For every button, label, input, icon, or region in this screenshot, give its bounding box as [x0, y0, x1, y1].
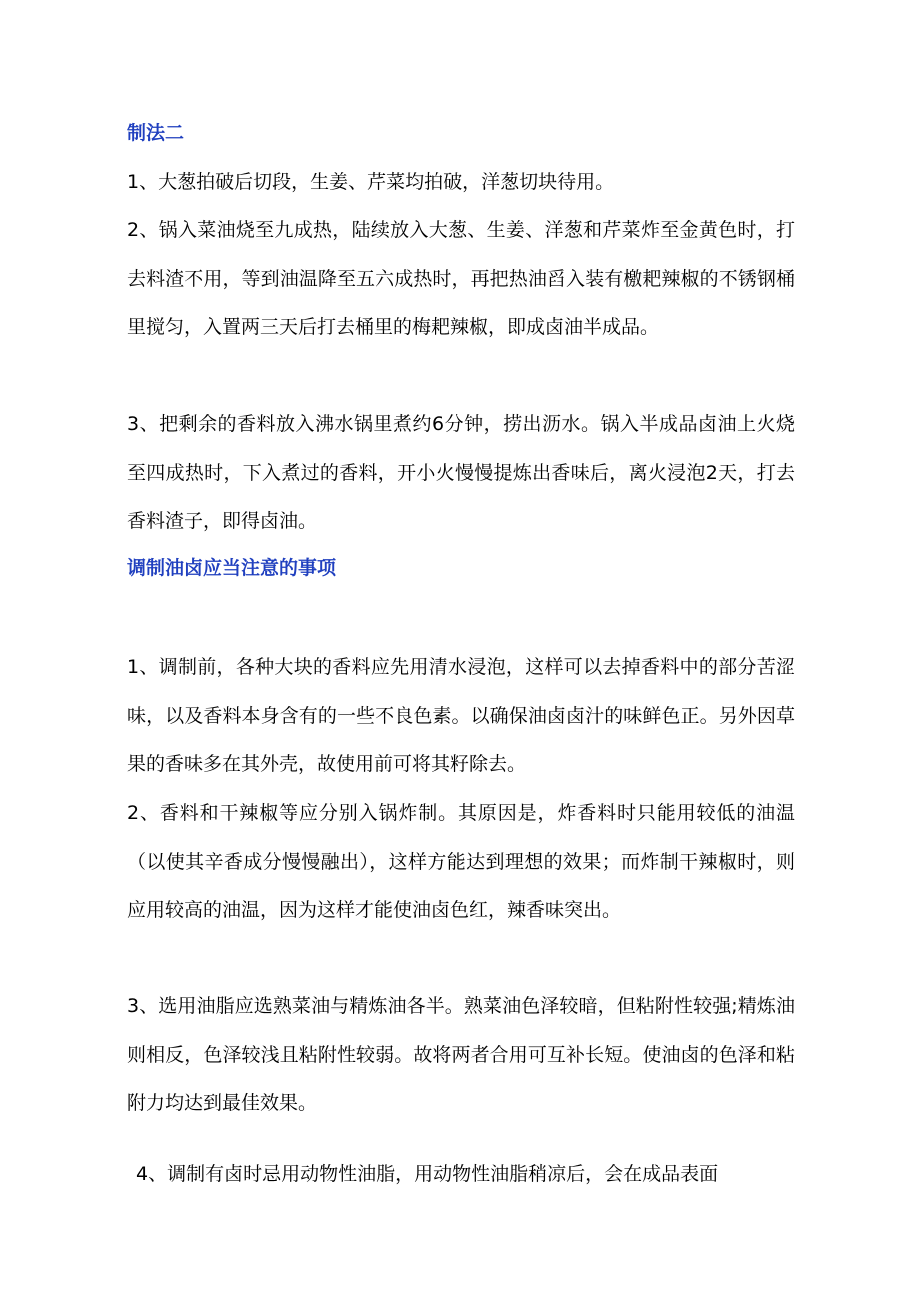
notes-item-2: 2、香料和干辣椒等应分别入锅炸制。其原因是，炸香料时只能用较低的油温（以使其辛香成分慢慢融出），这样方能达到理想的效果；而炸制干辣椒时，则应用较高的油温，因为这样才能使油卤色红，辣香味突出。: [127, 802, 795, 921]
method-two-step-2: 2、锅入菜油烧至九成热，陆续放入大葱、生姜、洋葱和芹菜炸至金黄色时，打去料渣不用，等到油温降至五六成热时，再把热油舀入装有檄耙辣椒的不锈钢桶里搅匀，入置两三天后打去桶里的梅耙辣椒，即成卤油半成品。: [127, 219, 795, 338]
section-heading-notes: 调制油卤应当注意的事项: [127, 557, 337, 579]
notes-item-3: 3、选用油脂应选熟菜油与精炼油各半。熟菜油色泽较暗，但粘附性较强;精炼油则相反，色泽较浅且粘附性较弱。故将两者合用可互补长短。使油卤的色泽和粘附力均达到最佳效果。: [127, 995, 795, 1114]
method-two-step-3: 3、把剩余的香料放入沸水锅里煮约6分钟，捞出沥水。锅入半成品卤油上火烧至四成热时，下入煮过的香料，开小火慢慢提炼出香味后，离火浸泡2天，打去香料渣子，即得卤油。: [127, 413, 795, 532]
notes-item-4: 4、调制有卤时忌用动物性油脂，用动物性油脂稍凉后，会在成品表面: [136, 1163, 719, 1185]
method-two-step-1: 1、大葱拍破后切段，生姜、芹菜均拍破，洋葱切块待用。: [127, 171, 615, 193]
section-heading-method-two: 制法二: [127, 122, 185, 144]
notes-item-1: 1、调制前，各种大块的香料应先用清水浸泡，这样可以去掉香料中的部分苦涩味，以及香料本身含有的一些不良色素。以确保油卤卤汁的味鲜色正。另外因草果的香味多在其外壳，故使用前可将其籽除去。: [127, 656, 795, 775]
